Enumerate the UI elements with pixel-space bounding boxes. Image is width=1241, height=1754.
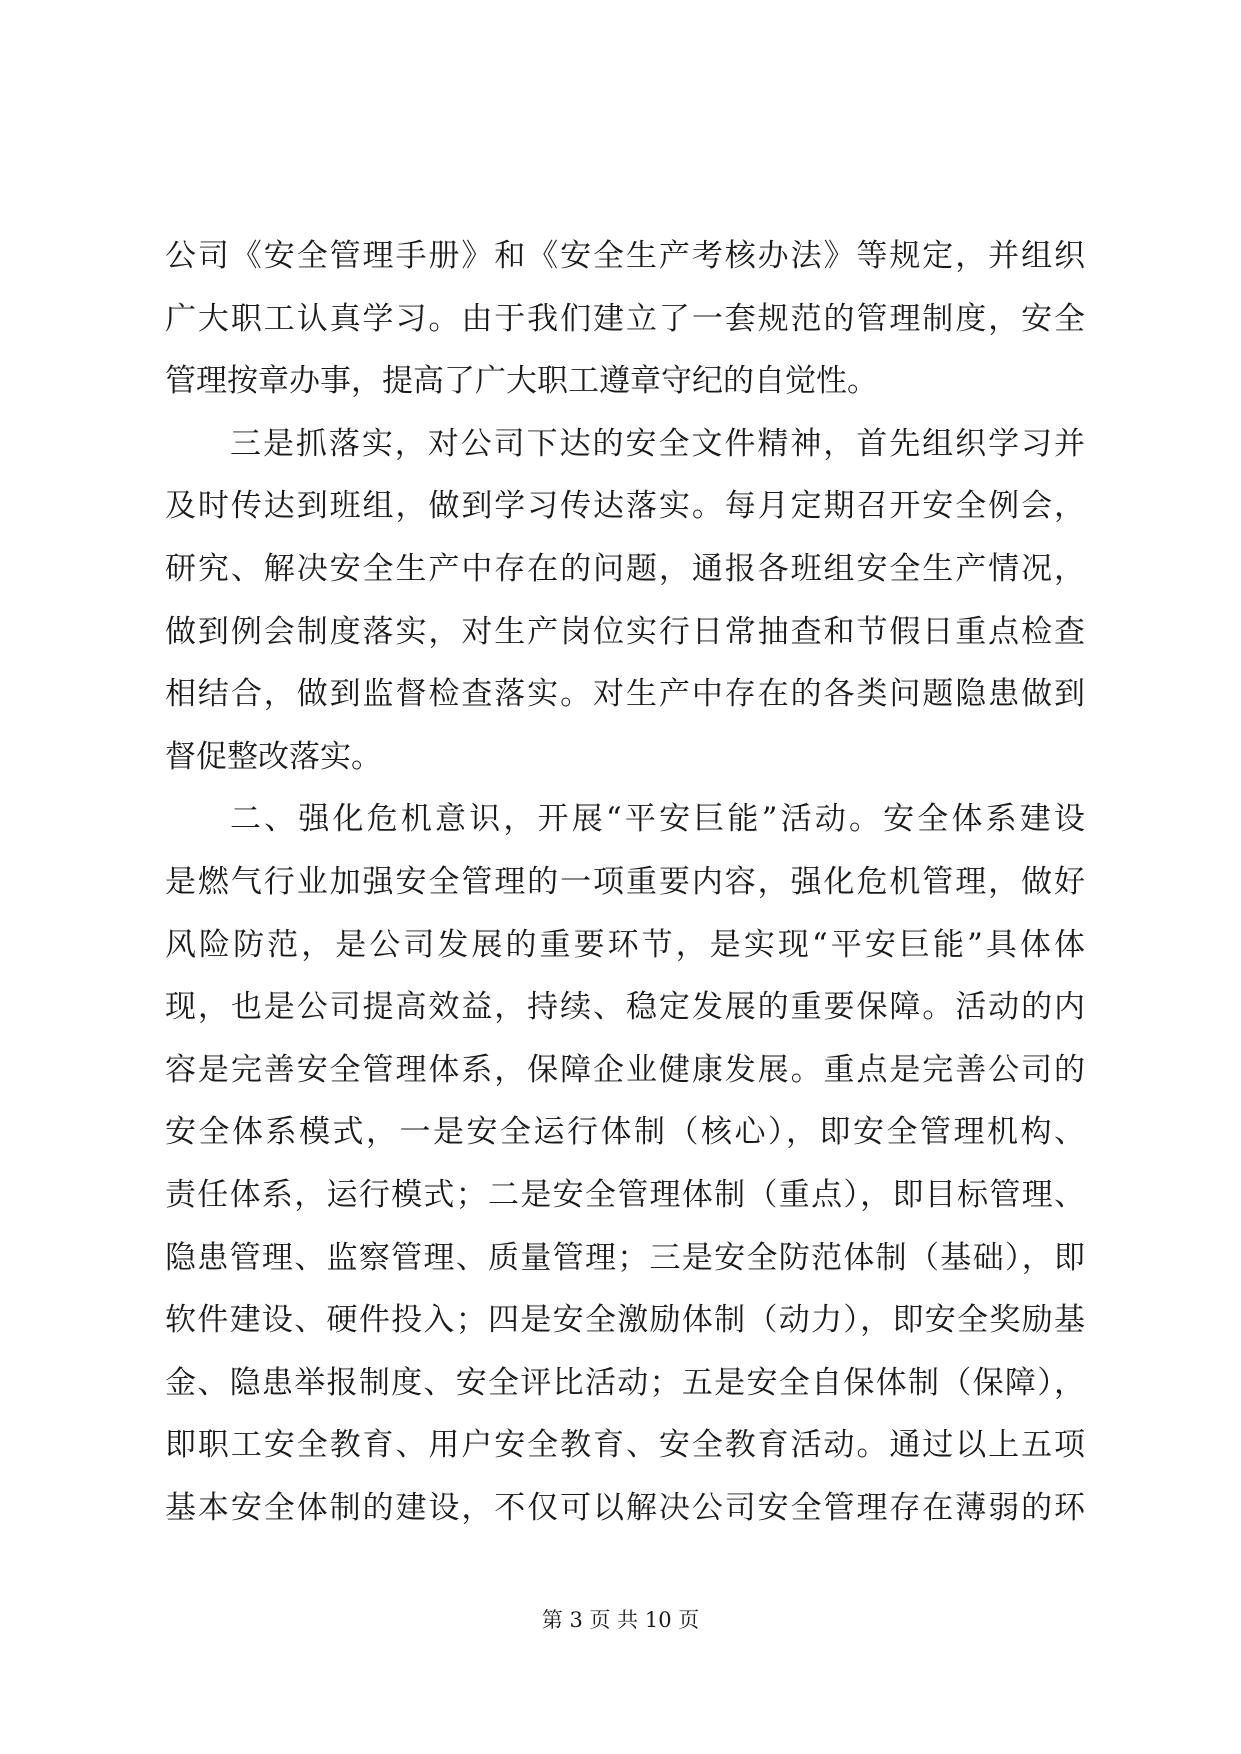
text-line: 是燃气行业加强安全管理的一项重要内容，强化危机管理，做好	[165, 863, 1085, 900]
text-line: 现，也是公司提高效益，持续、稳定发展的重要保障。活动的内	[165, 989, 1085, 1026]
text-line: 相结合，做到监督检查落实。对生产中存在的各类问题隐患做到	[165, 676, 1085, 713]
text-line: 做到例会制度落实，对生产岗位实行日常抽查和节假日重点检查	[165, 613, 1085, 650]
text-line: 容是完善安全管理体系，保障企业健康发展。重点是完善公司的	[165, 1051, 1085, 1088]
page-number-footer: 第 3 页 共 10 页	[541, 1608, 700, 1632]
text-line: 金、隐患举报制度、安全评比活动；五是安全自保体制（保障），	[165, 1364, 1085, 1401]
text-line: 隐患管理、监察管理、质量管理；三是安全防范体制（基础），即	[165, 1239, 1085, 1276]
text-line: 公司《安全管理手册》和《安全生产考核办法》等规定，并组织	[165, 238, 1085, 274]
paragraph-start-line: 三是抓落实，对公司下达的安全文件精神，首先组织学习并	[230, 425, 1085, 462]
text-line: 即职工安全教育、用户安全教育、安全教育活动。通过以上五项	[165, 1427, 1085, 1464]
document-body	[165, 225, 1085, 1539]
text-line: 及时传达到班组，做到学习传达落实。每月定期召开安全例会，	[165, 488, 1085, 525]
text-line: 研究、解决安全生产中存在的问题，通报各班组安全生产情况，	[165, 550, 1085, 587]
text-line: 广大职工认真学习。由于我们建立了一套规范的管理制度，安全	[165, 300, 1085, 337]
text-line: 安全体系模式，一是安全运行体制（核心），即安全管理机构、	[165, 1114, 1085, 1151]
text-line: 督促整改落实。	[165, 738, 382, 775]
text-line: 基本安全体制的建设，不仅可以解决公司安全管理存在薄弱的环	[165, 1489, 1085, 1526]
text-line: 责任体系，运行模式；二是安全管理体制（重点），即目标管理、	[165, 1176, 1085, 1213]
paragraph-start-line: 二、强化危机意识，开展“平安巨能”活动。安全体系建设	[230, 801, 1085, 838]
text-line: 软件建设、硬件投入；四是安全激励体制（动力），即安全奖励基	[165, 1302, 1085, 1339]
text-line: 管理按章办事，提高了广大职工遵章守纪的自觉性。	[165, 363, 878, 400]
text-line: 风险防范，是公司发展的重要环节，是实现“平安巨能”具体体	[165, 926, 1085, 963]
